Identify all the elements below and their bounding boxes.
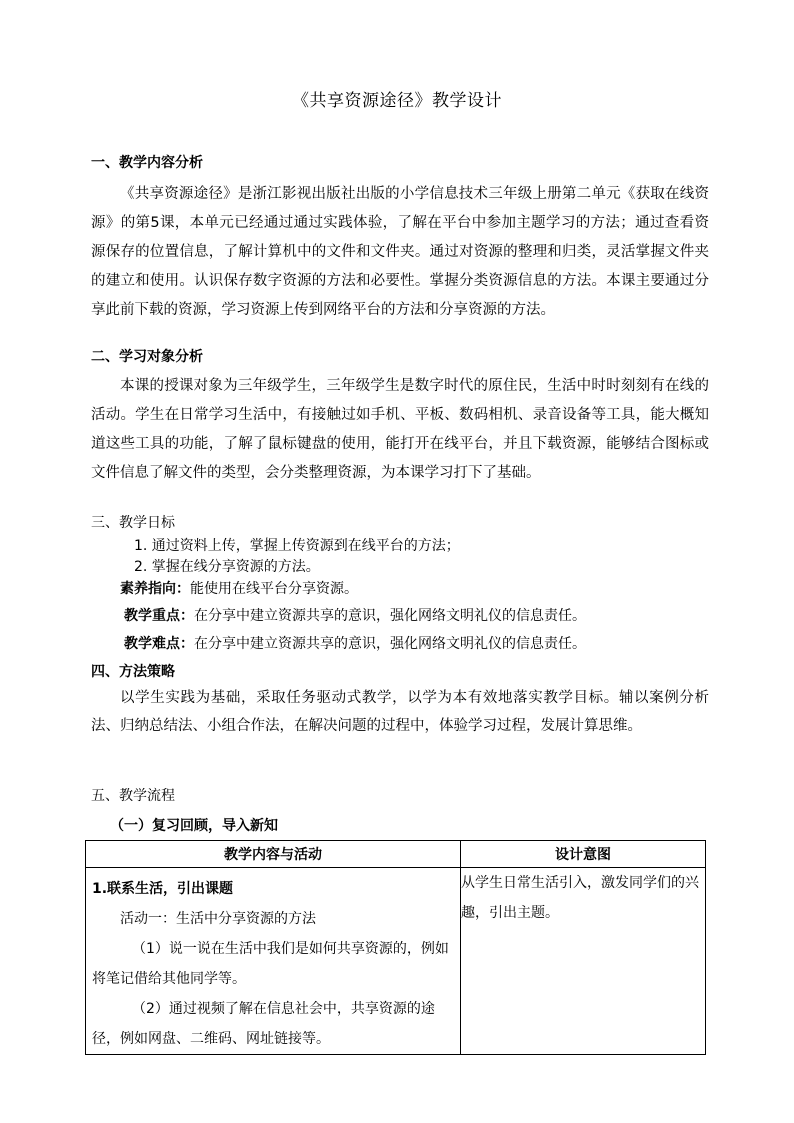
key-point-label: 教学重点： bbox=[124, 608, 194, 624]
literacy-text: 能使用在线平台分享资源。 bbox=[190, 581, 358, 597]
method-paragraph: 以学生实践为基础，采取任务驱动式教学，以学为本有效地落实教学目标。辅以案例分析法、归纳总结法、小组合作法，在解决问题的过程中，体验学习过程，发展计算思维。 bbox=[91, 690, 709, 734]
content-cell bbox=[86, 868, 461, 1055]
objective-item-1: 1. 通过资料上传，掌握上传资源到在线平台的方法； bbox=[134, 538, 460, 554]
document-title: 《共享资源途径》教学设计 bbox=[292, 91, 502, 111]
section-heading-objectives: 三、教学日标 bbox=[91, 515, 175, 531]
step-heading: 1.联系生活，引出课题 bbox=[92, 881, 234, 897]
design-intent-cell: 从学生日常生活引入，激发同学们的兴趣，引出主题。 bbox=[461, 868, 706, 1055]
difficulty-line bbox=[124, 633, 586, 653]
objective-item-2: 2. 掌握在线分享资源的方法。 bbox=[134, 559, 320, 575]
teaching-flow-table bbox=[85, 840, 706, 1055]
literacy-label: 素养指向： bbox=[120, 581, 190, 597]
key-point-line bbox=[124, 605, 586, 625]
table-row bbox=[86, 868, 706, 1055]
content-analysis-paragraph: 《共享资源途径》是浙江影视出版社出版的小学信息技术三年级上册第二单元《获取在线资源》的第5课，本单元已经通过通过实践体验，了解在平台中参加主题学习的方法；通过查看资源保存的位置信息，了解计算机中的文件和文件夹。通过对资源的整理和归类，灵活掌握文件夹的建立和使用。认识保存数字资源的方法和必要性。掌握分类资源信息的方法。本课主要通过分享此前下载的资源，学习资源上传到网络平台的方法和分享资源的方法。 bbox=[91, 186, 709, 318]
header-content-activities: 教学内容与活动 bbox=[86, 841, 461, 868]
activity-line: 活动一：生活中分享资源的方法 bbox=[120, 911, 316, 927]
key-point-text: 在分享中建立资源共享的意识，强化网络文明礼仪的信息责任。 bbox=[194, 608, 586, 624]
difficulty-label: 教学难点： bbox=[124, 636, 194, 652]
section-heading-method: 四、方法策略 bbox=[91, 664, 175, 680]
section-heading-content-analysis: 一、教学内容分析 bbox=[91, 155, 203, 171]
activity-point-1: （1）说一说在生活中我们是如何共享资源的，例如将笔记借给其他同学等。 bbox=[92, 941, 449, 987]
learner-analysis-paragraph: 本课的授课对象为三年级学生，三年级学生是数字时代的原住民，生活中时时刻刻有在线的活动。学生在日常学习生活中，有接触过如手机、平板、数码相机、录音设备等工具，能大概知道这些工具的功能，了解了鼠标键盘的使用，能打开在线平台，并且下载资源，能够结合图标或文件信息了解文件的类型，会分类整理资源，为本课学习打下了基础。 bbox=[91, 378, 709, 481]
subsection-heading-review: （一）复习回顾，导入新知 bbox=[110, 818, 278, 834]
literacy-line bbox=[120, 578, 358, 598]
header-design-intent: 设计意图 bbox=[461, 841, 706, 868]
difficulty-text: 在分享中建立资源共享的意识，强化网络文明礼仪的信息责任。 bbox=[194, 636, 586, 652]
activity-point-2: （2）通过视频了解在信息社会中，共享资源的途径，例如网盘、二维码、网址链接等。 bbox=[92, 1001, 435, 1047]
section-heading-learner-analysis: 二、学习对象分析 bbox=[91, 349, 203, 365]
table-header-row bbox=[86, 841, 706, 868]
section-heading-process: 五、教学流程 bbox=[91, 788, 175, 804]
